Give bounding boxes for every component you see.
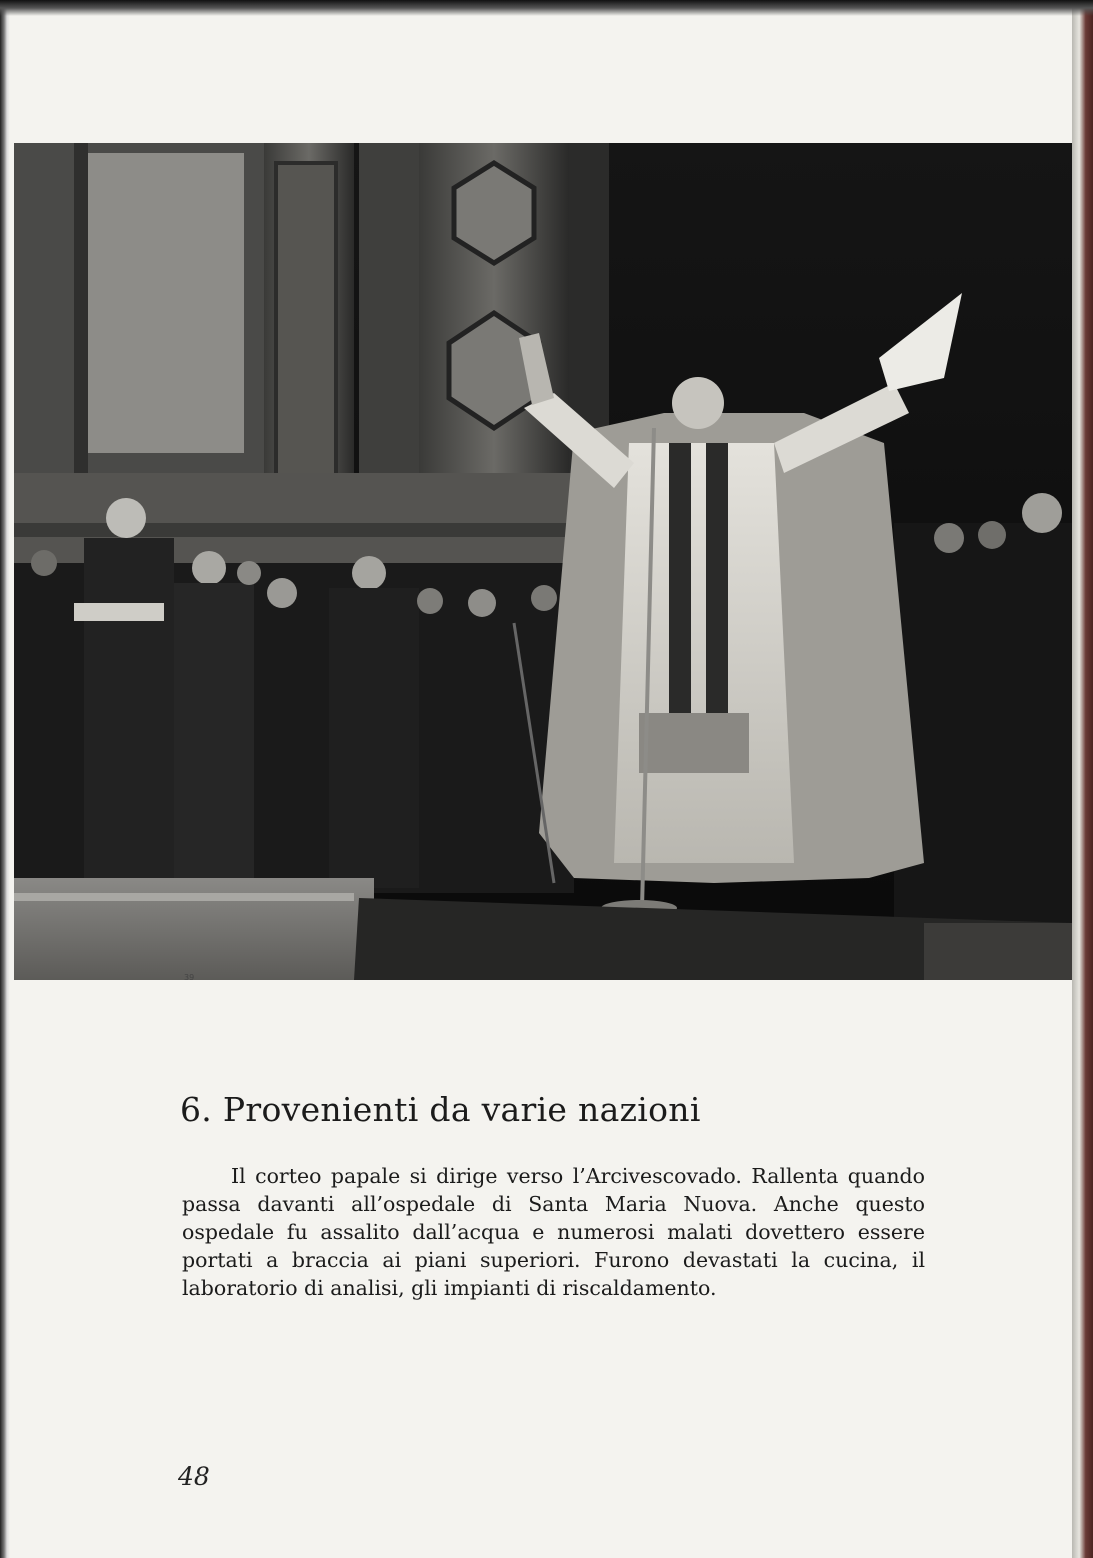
- hexagon-panel-upper: [454, 163, 534, 263]
- crowd-head: [267, 578, 297, 608]
- scan-shadow: [0, 0, 1093, 16]
- pope-stole-right: [706, 443, 728, 743]
- body-paragraph: Il corteo papale si dirige verso l’Arcivescovado. Rallenta quando passa davanti all’ospedale di Santa Maria Nuova. Anche questo ospedale fu assalito dall’acqua e numerosi malati dovettero essere portati a braccia ai piani superiori. Furono devastati la cucina, il laboratorio di analisi, gli impianti di riscaldamento.: [182, 1164, 925, 1300]
- book-spine-edge: [0, 0, 10, 1558]
- pope-stole-left: [669, 443, 691, 743]
- crowd-head: [978, 521, 1006, 549]
- crowd-head: [468, 589, 496, 617]
- photograph: [14, 143, 1072, 980]
- mayor-sash: [74, 603, 164, 621]
- book-cover-edge: [1072, 0, 1093, 1558]
- chapter-title: 6. Provenienti da varie nazioni: [180, 1090, 701, 1129]
- crowd-head: [352, 556, 386, 590]
- pope-robe: [614, 443, 794, 863]
- crowd-head: [934, 523, 964, 553]
- crowd-head: [31, 550, 57, 576]
- crowd-head: [237, 561, 261, 585]
- crowd-head: [106, 498, 146, 538]
- crowd-head: [192, 551, 226, 585]
- building-window: [84, 153, 244, 453]
- crowd-head: [1022, 493, 1062, 533]
- crowd-head: [417, 588, 443, 614]
- pope-head: [672, 377, 724, 429]
- photo-number: 39: [184, 973, 195, 982]
- page-number: 48: [178, 1462, 210, 1491]
- pope-stole-fringe: [639, 713, 749, 773]
- crowd-head: [531, 585, 557, 611]
